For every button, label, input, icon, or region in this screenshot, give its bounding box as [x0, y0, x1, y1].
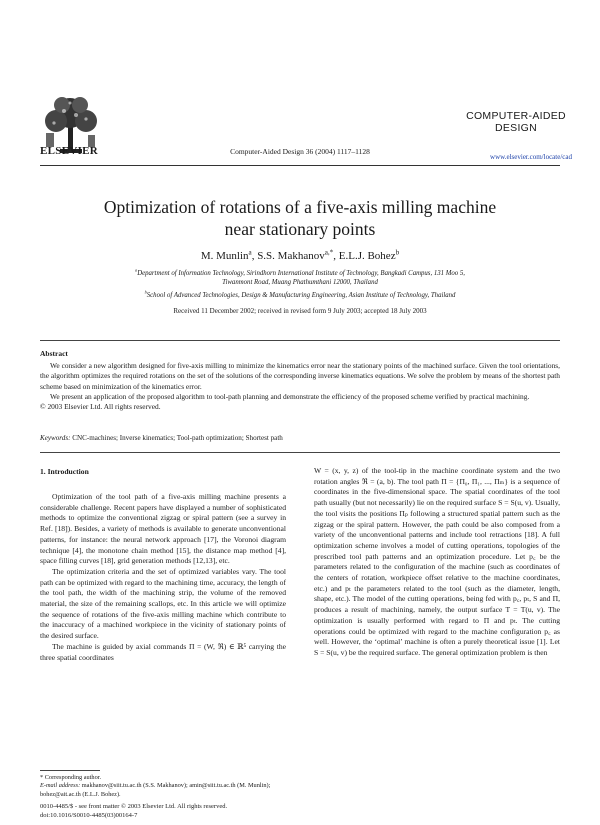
copyright-line: © 2003 Elsevier Ltd. All rights reserved. — [40, 402, 161, 412]
author-2-affil: a,* — [324, 248, 334, 257]
keywords-text: CNC-machines; Inverse kinematics; Tool-path optimization; Shortest path — [72, 434, 283, 442]
header-divider — [40, 165, 560, 166]
issn-line: 0010-4485/$ - see front matter © 2003 Elsevier Ltd. All rights reserved. — [40, 803, 228, 810]
author-3-affil: b — [395, 248, 400, 257]
author-1-affil: a — [248, 248, 252, 257]
affiliation-b-text: School of Advanced Technologies, Design & Manufacturing Engineering, Asian Institute of Technology, Thailand — [146, 292, 456, 299]
journal-logo-line2: DESIGN — [494, 122, 538, 134]
author-1: M. Munlin — [200, 250, 249, 262]
affiliation-b — [60, 291, 540, 300]
received-dates: Received 11 December 2002; received in revised form 9 July 2003; accepted 18 July 2003 — [173, 307, 427, 315]
journal-logo — [456, 110, 576, 134]
intro-paragraph-1: Optimization of the tool path of a five-axis milling machine presents a considerable challenge. Recent papers have displayed a number of sophisticated methods to optimize the conventional zigzag or spiral pattern (see a survey in Ref. [18]). Besides, a variety of methods is available to generate unconventional patterns, for instance: the neural network approach [17], the Voronoi diagram technique [4], the monotone chain method [15], the distance map method [4], space filling curves [18], grid generation methods [12,13], etc. — [40, 492, 286, 566]
bottom-info — [40, 803, 227, 820]
author-3: E.L.J. Bohez — [338, 250, 396, 262]
affiliation-b-marker: b — [144, 289, 147, 295]
keywords-label: Keywords: — [40, 434, 71, 442]
abstract-body — [40, 361, 560, 412]
footnote-divider — [40, 770, 100, 771]
affiliation-a-line2: Tiwanmont Road, Muang Phathumthani 12000, Thailand — [222, 279, 378, 286]
intro-paragraph-4: W = (x, y, z) of the tool-tip in the machine coordinate system and the two rotation angles ℜ = (a, b). The tool path Π = {Π₀, Π₁, ..., Πₘ} is a sequence of coordinates in the five-dimensional space. The spatial coordinates of the tool path usually (but not necessarily) lie on the required surface S = S(u, v). Usually, the tool visits the positions Πₚ following a structured spatial pattern such as the zigzag or the spiral pattern. However, the path could be also composed from a variety of the unconventional patterns and include tool retractions [18]. A full optimization scheme involves a model of cutting operations, topologies of the prescribed tool path patterns and an optimization procedure. Let p꜀ be the parameters related to the configuration of the machine (such as coordinates of the centers of rotation, workpiece offset relative to the machine coordinates, etc.) and pₜ the parameters related to the tool (such as the diameter, length, shape, etc.). The model of the cutting operations, being fed with p꜀, pₜ, S and Π, produces a result of machining, namely, the output surface T = T(u, v). The optimization is usually performed with regard to Π and pₜ. The cutting operations could be optimized with regard to the machine configuration p꜀ as well. However, the ‘optimal’ machine is often a purely theoretical issue [1]. Let S = S(u, v) be the required surface. The general optimization problem is then — [314, 466, 560, 657]
author-2: S.S. Makhanov — [257, 250, 325, 262]
footnote-emails: makhanov@siit.tu.ac.th (S.S. Makhanov); amin@siit.tu.ac.th (M. Munlin); bohez@ait.ac.th (E.L.J. Bohez). — [40, 782, 271, 798]
author-list: M. Munlin$^a$, S.S. Makhanov$^{a,*}$, E.L.J. Bohez$^b$ — [200, 248, 400, 262]
title-line-1: Optimization of rotations of a five-axis milling machine — [103, 197, 497, 217]
affiliation-a-line1: Department of Information Technology, Sirindhorn International Institute of Technology, Bangkadi Campus, 131 Moo 5, — [137, 270, 466, 277]
publisher-name: ELSEVIER — [40, 145, 99, 157]
keywords-line — [40, 434, 283, 442]
section-heading-introduction: 1. Introduction — [40, 467, 89, 476]
left-column — [40, 492, 286, 663]
abstract-paragraph-1: We consider a new algorithm designed for five-axis milling to minimize the kinematics error near the stationary points of the machined surface. Given the tool orientations, the algorithm optimizes the required rotations on the set of the solutions of the corresponding inverse kinematics equations. We solve the problem by means of the shortest path scheme based on minimization of the kinematics error. — [40, 361, 560, 391]
affiliation-a-marker: a — [134, 267, 138, 273]
journal-url-link[interactable]: www.elsevier.com/locate/cad — [490, 153, 572, 161]
journal-reference: Computer-Aided Design 36 (2004) 1117–1128 — [230, 147, 370, 156]
intro-paragraph-2: The optimization criteria and the set of optimized variables vary. The tool path can be optimized with regard to the machining time, accuracy, the length of the tool path, the width of the machining strip, the volume of the removed material, the size of the remaining scallops, etc. In this article we will optimize the sequence of rotations of the five-axis milling machine which contribute to the inaccuracy of a machined workpiece in the vicinity of stationary points of the desired surface. — [40, 566, 286, 641]
abstract-top-divider — [40, 340, 560, 341]
title-line-2: near stationary points — [224, 219, 376, 239]
abstract-bottom-divider — [40, 452, 560, 453]
right-column — [314, 466, 560, 659]
doi-line: doi:10.1016/S0010-4485(03)00164-7 — [40, 811, 138, 819]
article-title — [60, 196, 540, 240]
abstract-heading: Abstract — [40, 349, 68, 358]
journal-logo-line1: COMPUTER-AIDED — [466, 110, 566, 122]
intro-paragraph-3: The machine is guided by axial commands Π = (W, ℜ) ∈ ℝ⁵ carrying the three spatial coordinates — [40, 641, 286, 662]
affiliation-a — [60, 269, 540, 287]
footnote-email-label: E-mail address: — [40, 782, 81, 790]
footnote-corresponding: * Corresponding author. — [40, 774, 102, 781]
abstract-paragraph-2: We present an application of the proposed algorithm to tool-path planning and demonstrate the efficiency of the proposed scheme verified by practical machining. — [50, 391, 530, 401]
footnote — [40, 774, 288, 799]
